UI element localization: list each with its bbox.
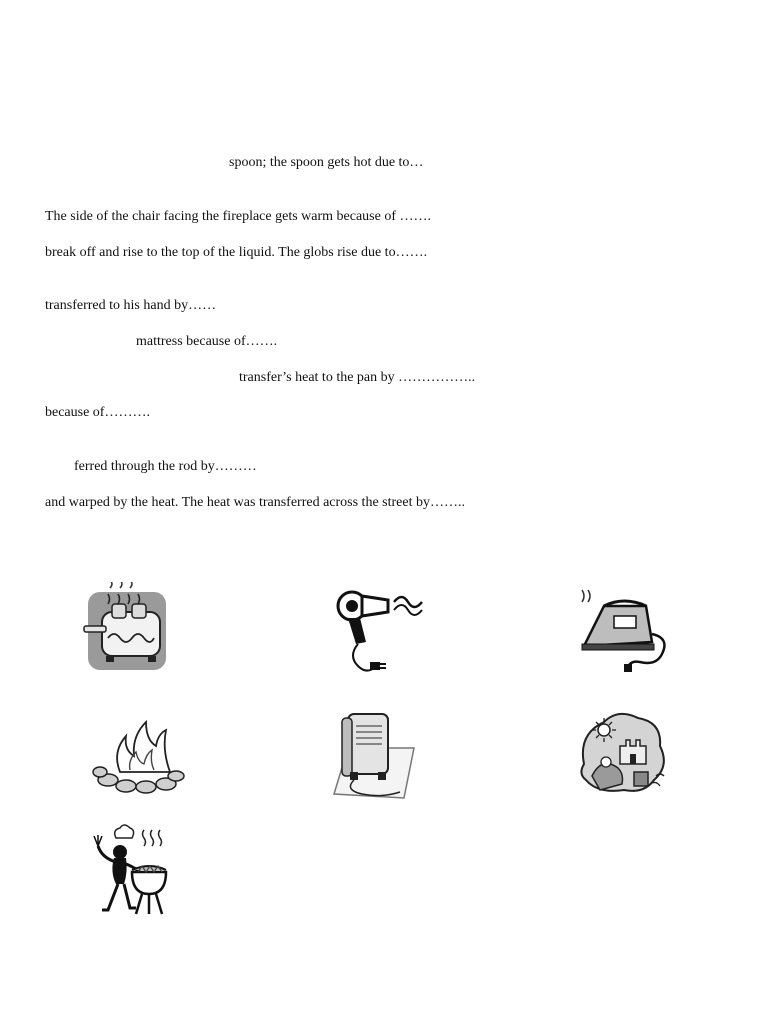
question-line-street: and warped by the heat. The heat was transferred across the street by……..: [45, 495, 465, 510]
question-line-globs: break off and rise to the top of the liquid. The globs rise due to…….: [45, 245, 428, 260]
toaster-icon: [78, 582, 178, 682]
question-line-because: because of……….: [45, 405, 150, 420]
question-line-chair: The side of the chair facing the fireplace gets warm because of …….: [45, 209, 431, 224]
question-line-spoon: spoon; the spoon gets hot due to…: [229, 155, 424, 170]
hair-dryer-icon: [326, 582, 426, 682]
question-line-pan: transfer’s heat to the pan by ……………..: [239, 370, 476, 385]
sandcastle-sun-icon: [574, 706, 674, 806]
question-line-hand: transferred to his hand by……: [45, 298, 217, 313]
barbecue-grill-icon: [86, 824, 186, 924]
question-line-mattress: mattress because of…….: [136, 334, 278, 349]
clothes-iron-icon: [574, 582, 674, 682]
question-line-rod: ferred through the rod by………: [74, 459, 257, 474]
campfire-icon: [90, 710, 190, 810]
space-heater-icon: [326, 706, 426, 806]
